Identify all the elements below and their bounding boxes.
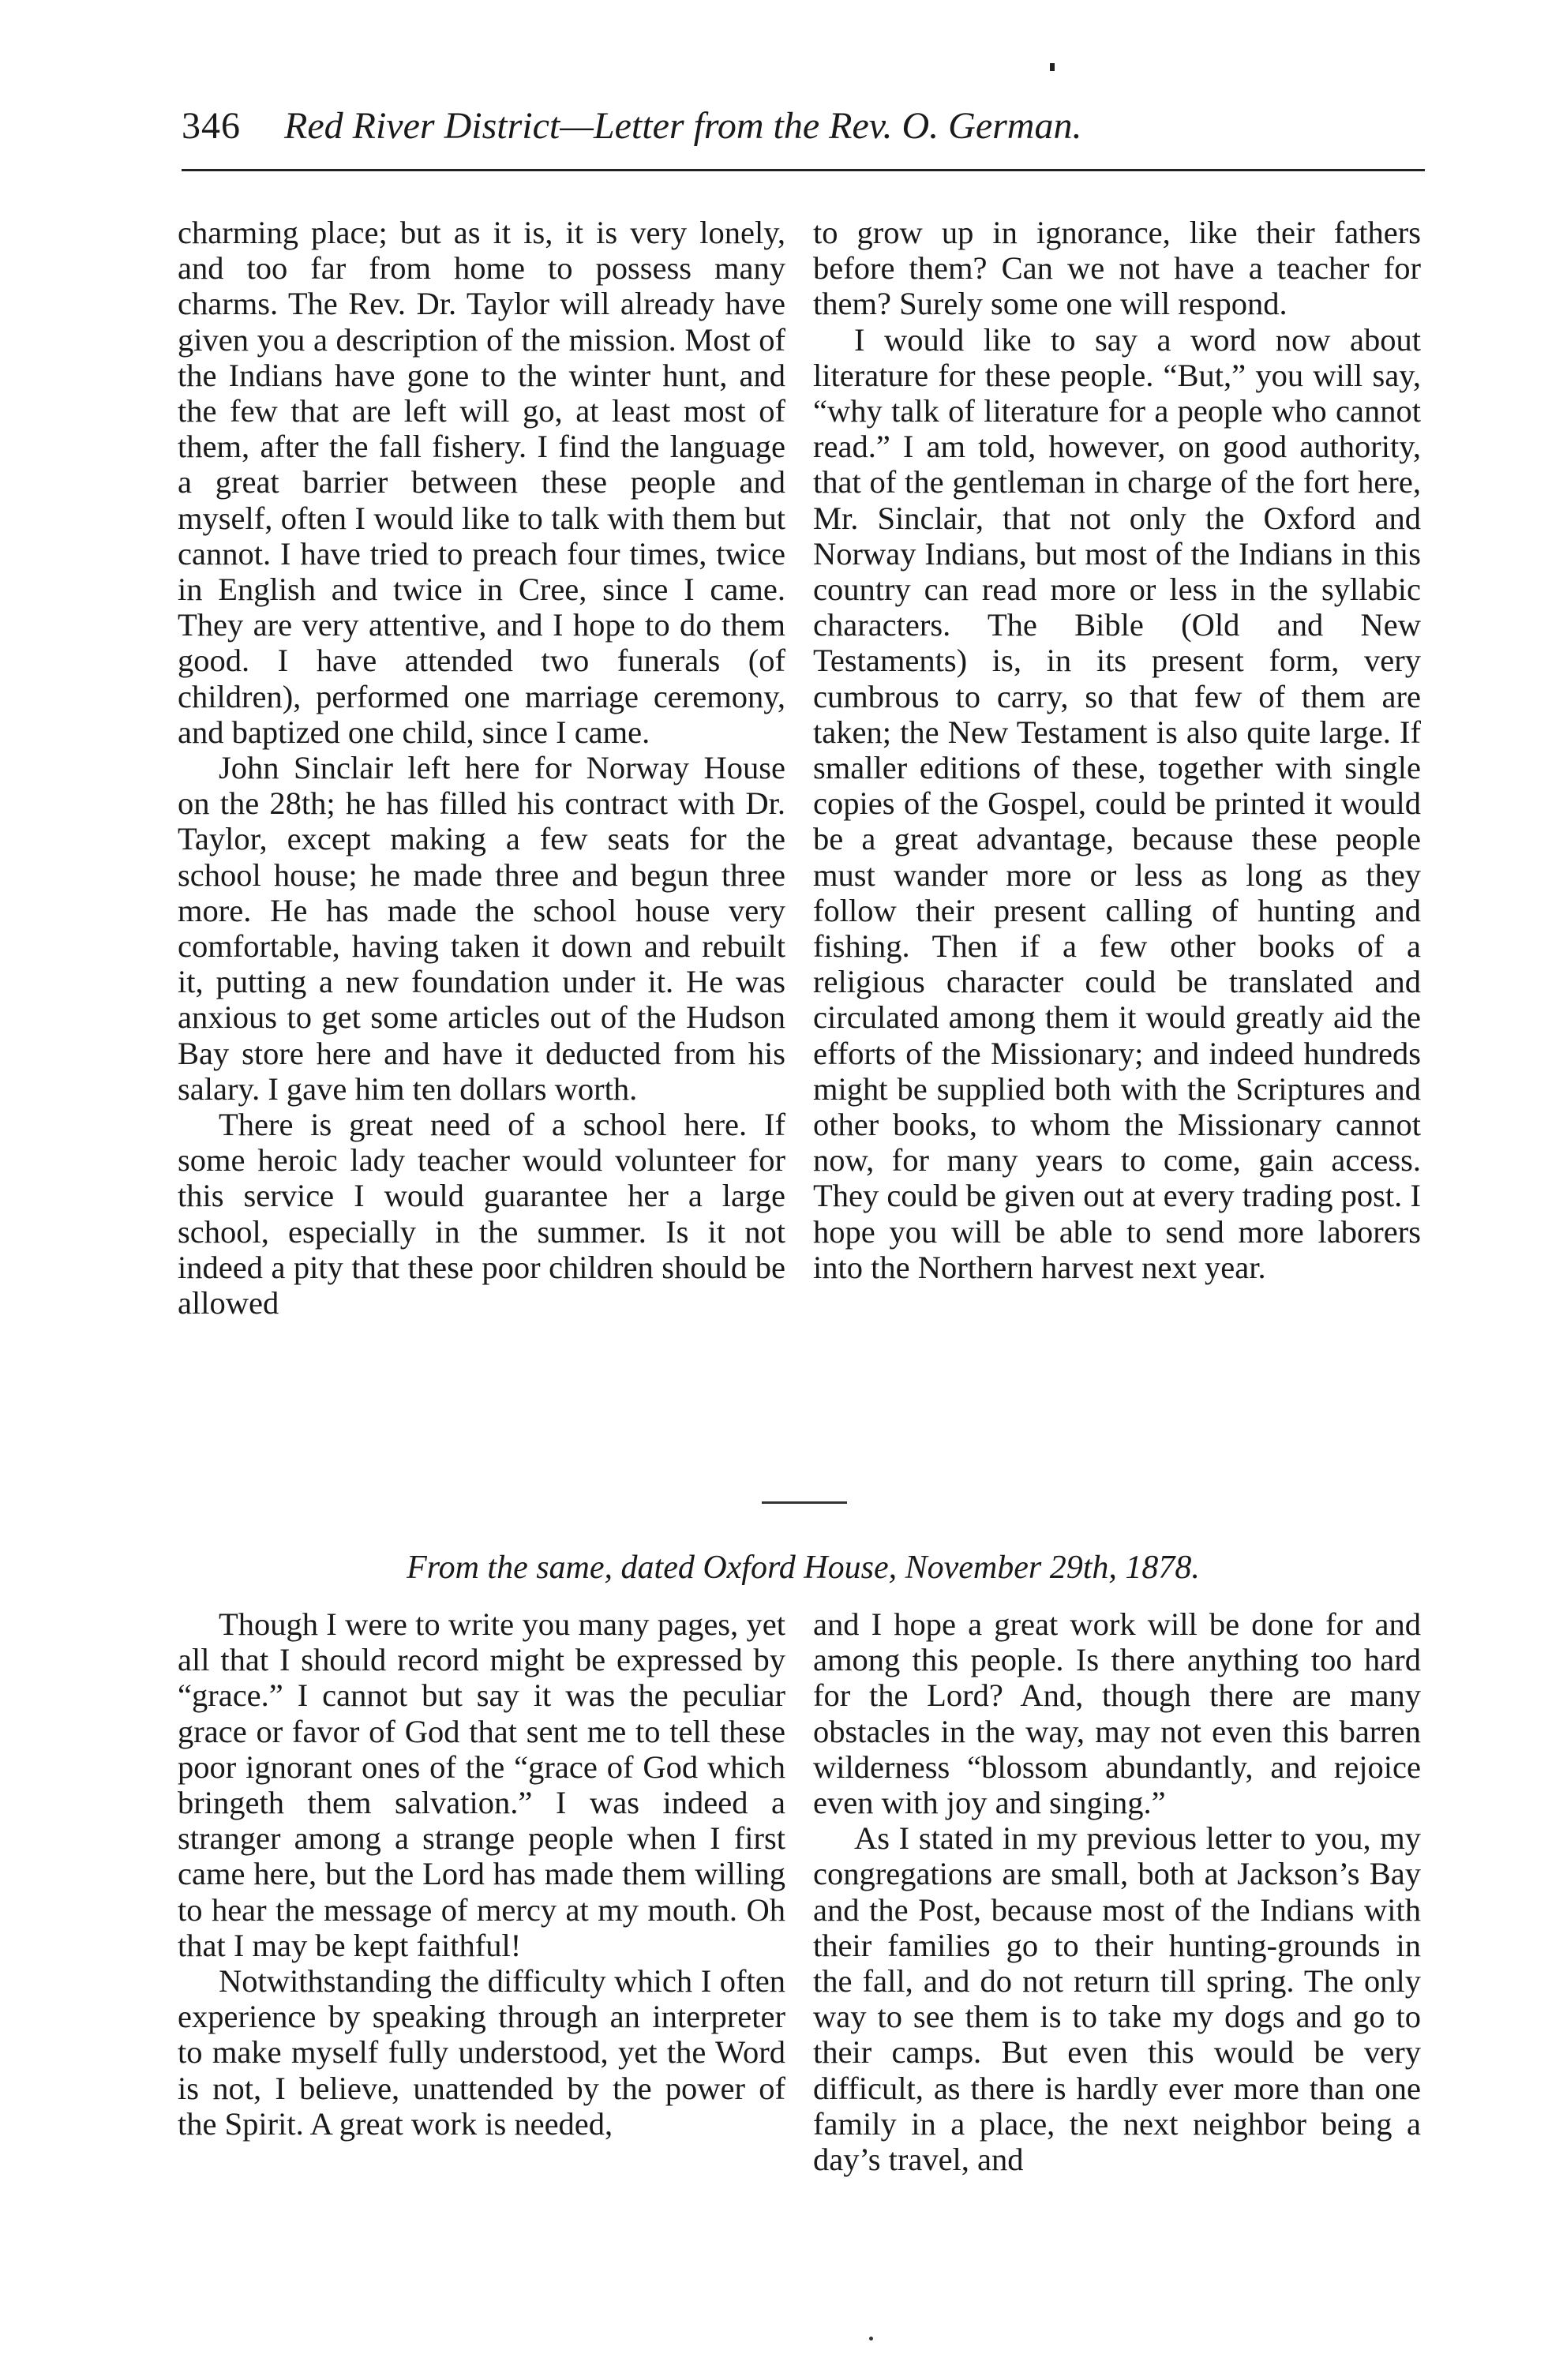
paragraph: charming place; but as it is, it is very lonely, and too far from home to possess many charms. The Rev. Dr. Taylor will already have given you a description of the mission. Most of the Indians have gone to the winter hunt, and the few that are left will go, at least most of them, after the fall fishery. I find the language a great barrier between these people and myself, often I would like to talk with them but cannot. I have tried to preach four times, twice in English and twice in Cree, since I came. They are very attentive, and I hope to do them good. I have attended two funerals (of children), performed one marriage ceremony, and baptized one child, since I came. bbox=[178, 215, 785, 750]
paragraph: Though I were to write you many pages, yet all that I should record might be expressed by “grace.” I cannot but say it was the peculiar grace or favor of God that sent me to tell these poor ignorant ones of the “grace of God which bringeth them salvation.” I was indeed a stranger among a strange people when I first came here, but the Lord has made them willing to hear the message of mercy at my mouth. Oh that I may be kept faithful! bbox=[178, 1606, 785, 1963]
printer-dot bbox=[869, 2337, 873, 2341]
section-heading: From the same, dated Oxford House, November 29th, 1878. bbox=[407, 1550, 1200, 1586]
paragraph: As I stated in my previous letter to you, my congregations are small, both at Jackson’s Bay and the Post, because most of the Indians with their families go to their hunting-grounds in the fall, and do not return till spring. The only way to see them is to take my dogs and go to their camps. But even this would be very difficult, as there is hardly ever more than one family in a place, the next neighbor being a day’s travel, and bbox=[813, 1820, 1421, 2178]
printer-mark bbox=[1050, 63, 1055, 71]
running-title: Red River District—Letter from the Rev. O. German. bbox=[284, 105, 1082, 147]
paragraph: Notwithstanding the difficulty which I often experience by speaking through an interpreter to make myself fully understood, yet the Word is not, I believe, unattended by the power of the Spirit. A great work is needed, bbox=[178, 1963, 785, 2142]
paragraph: There is great need of a school here. If some heroic lady teacher would volunteer for this service I would guarantee her a large school, especially in the summer. Is it not indeed a pity that these poor children should be allowed bbox=[178, 1107, 785, 1321]
paragraph: to grow up in ignorance, like their fathers before them? Can we not have a teacher for them? Surely some one will respond. bbox=[813, 215, 1421, 322]
paragraph: I would like to say a word now about literature for these people. “But,” you will say, “why talk of literature for a people who cannot read.” I am told, however, on good authority, that of the gentleman in charge of the fort here, Mr. Sinclair, that not only the Oxford and Norway Indians, but most of the Indians in this country can read more or less in the syllabic characters. The Bible (Old and New Testaments) is, in its present form, very cumbrous to carry, so that few of them are taken; the New Testament is also quite large. If smaller editions of these, together with single copies of the Gospel, could be printed it would be a great advantage, because these people must wander more or less as long as they follow their present calling of hunting and fishing. Then if a few other books of a religious character could be translated and circulated among them it would greatly aid the efforts of the Missionary; and indeed hundreds might be supplied both with the Scriptures and other books, to whom the Missionary cannot now, for many years to come, gain access. They could be given out at every trading post. I hope you will be able to send more laborers into the Northern harvest next year. bbox=[813, 321, 1421, 1285]
running-header bbox=[182, 103, 1425, 150]
section-divider bbox=[762, 1501, 847, 1504]
section2-right-column bbox=[813, 1606, 1421, 2177]
section1-left-column bbox=[178, 215, 785, 1321]
paragraph: John Sinclair left here for Norway House on the 28th; he has filled his contract with Dr. Taylor, except making a few seats for the school house; he made three and begun three more. He has made the school house very comfortable, having taken it down and rebuilt it, putting a new foundation under it. He was anxious to get some articles out of the Hudson Bay store here and have it deducted from his salary. I gave him ten dollars worth. bbox=[178, 750, 785, 1107]
paragraph: and I hope a great work will be done for and among this people. Is there anything too hard for the Lord? And, though there are many obstacles in the way, may not even this barren wilderness “blossom abundantly, and rejoice even with joy and singing.” bbox=[813, 1606, 1421, 1821]
header-rule bbox=[182, 169, 1425, 171]
page-number: 346 bbox=[182, 105, 241, 147]
section2-left-column bbox=[178, 1606, 785, 2142]
section1-right-column bbox=[813, 215, 1421, 1285]
